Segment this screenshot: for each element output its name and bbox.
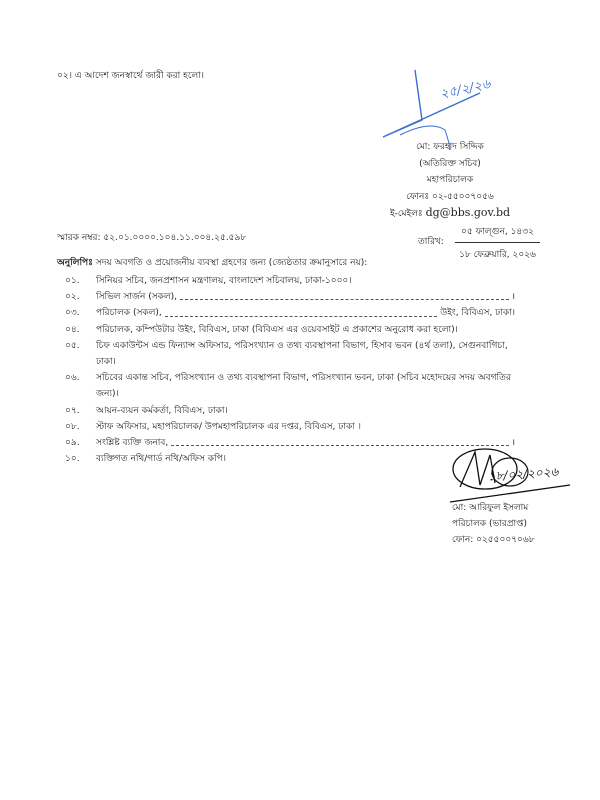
list-item <box>65 338 515 370</box>
date-block <box>455 224 540 262</box>
item-suffix: উইং, বিবিএস, ঢাকা। <box>440 308 515 319</box>
copy-text: সদয় অবগতি ও প্রয়োজনীয় ব্যবস্থা গ্রহণের জন্য (জ্যেষ্ঠতার ক্রমানুসারে নয়): <box>95 258 368 268</box>
signatory-2-block <box>452 500 535 548</box>
signatory-2-designation: পরিচালক (ভারপ্রাপ্ত) <box>452 519 527 529</box>
memo-label: স্মারক নম্বর: <box>57 233 101 243</box>
signatory-1-rank: (অতিরিক্ত সচিব) <box>419 158 481 169</box>
list-item <box>65 403 515 419</box>
item-text: ব্যক্তিগত নথি/গার্ড নথি/অফিস কপি। <box>96 454 227 465</box>
item-text: সিনিয়র সচিব, জনপ্রশাসন মন্ত্রণালয়, বাংলাদেশ সচিবালয়, ঢাকা-১০০০। <box>96 276 352 286</box>
item-text: আয়ন-ব্যয়ন কর্মকর্তা, বিবিএস, ঢাকা। <box>96 405 228 416</box>
blank-line <box>171 435 508 446</box>
item-number: ০৬. <box>65 373 80 384</box>
item-text: চিফ একাউন্টস এন্ড ফিন্যান্স অফিসার, পরিসংখ্যান ও তথ্য ব্যবস্থাপনা বিভাগ, হিসাব ভবন (৪র্থ তলা), সেগুনবাগিচা, ঢাকা। <box>96 340 508 368</box>
list-item <box>65 322 515 338</box>
item-suffix: । <box>511 292 515 303</box>
distribution-list <box>65 273 515 467</box>
item-number: ০৩. <box>65 308 80 319</box>
blank-line <box>180 289 509 300</box>
item-number: ১০. <box>65 454 80 465</box>
list-item <box>65 273 515 289</box>
memo-number <box>57 230 246 245</box>
item-text: সচিবের একান্ত সচিব, পরিসংখ্যান ও তথ্য ব্যবস্থাপনা বিভাগ, পরিসংখ্যান ভবন, ঢাকা (সচিব মহোদয়ের সদয় অবগতির জন্য)। <box>96 373 511 400</box>
item-text: স্টাফ অফিসার, মহাপরিচালক/ উপমহাপরিচালক এর দপ্তর, বিবিএস, ঢাকা । <box>96 421 361 432</box>
signatory-1-block <box>370 139 530 222</box>
list-item <box>65 289 515 305</box>
order-line: ০২। এ আদেশ জনস্বার্থে জারী করা হলো। <box>57 71 204 81</box>
item-number: ০৫. <box>65 340 80 351</box>
date-bangla: ০৫ ফাল্গুন, ১৪৩২ <box>455 224 540 243</box>
item-number: ০১. <box>65 276 80 286</box>
signatory-1-phone: ফোনঃ ০২-৫৫০০৭০৫৬ <box>406 191 494 202</box>
signatory-2-phone: ফোন: ০২৫৫০০৭০৬৮ <box>452 535 535 545</box>
copy-label: অনুলিপিঃ <box>57 258 93 268</box>
email-label: ই-মেইলঃ <box>389 209 423 219</box>
list-item <box>65 370 515 402</box>
item-number: ০৯. <box>65 438 80 449</box>
item-number: ০৪. <box>65 324 80 335</box>
signatory-1-name: মো: ফরহাদ সিদ্দিক <box>416 142 484 152</box>
item-suffix: । <box>511 438 515 449</box>
item-text: পরিচালক, কম্পিউটার উইং, বিবিএস, ঢাকা (বিবিএস এর ওয়েবসাইট এ প্রকাশের অনুরোধ করা হলো)। <box>96 324 458 335</box>
memo-value: ৫২.০১.০০০০.১০৪.১১.০০৪.২৫.৫৯৮ <box>103 233 247 243</box>
date-label: তারিখ: <box>418 237 444 247</box>
list-item <box>65 419 515 435</box>
signature-1-date: ২৫/২/২৬ <box>438 76 492 103</box>
item-number: ০৮. <box>65 421 80 432</box>
date-gregorian: ১৮ ফেব্রুয়ারি, ২০২৬ <box>459 250 536 260</box>
item-number: ০২. <box>65 292 80 303</box>
blank-line <box>165 305 437 316</box>
email-link[interactable]: dg@bbs.gov.bd <box>425 206 511 219</box>
item-text: পরিচালক (সকল), <box>96 308 162 319</box>
item-text: সংশ্লিষ্ট ব্যক্তি জনাব, <box>96 438 169 449</box>
copy-heading <box>57 255 367 270</box>
item-text: সিভিল সার্জন (সকল), <box>96 292 178 303</box>
signatory-1-designation: মহাপরিচালক <box>426 175 474 185</box>
signature-2-date: ১৮/০২/২০২৬ <box>487 464 559 484</box>
signatory-2-name: মো: আরিফুল ইসলাম <box>452 503 529 513</box>
item-number: ০৭. <box>65 405 80 416</box>
list-item <box>65 305 515 321</box>
